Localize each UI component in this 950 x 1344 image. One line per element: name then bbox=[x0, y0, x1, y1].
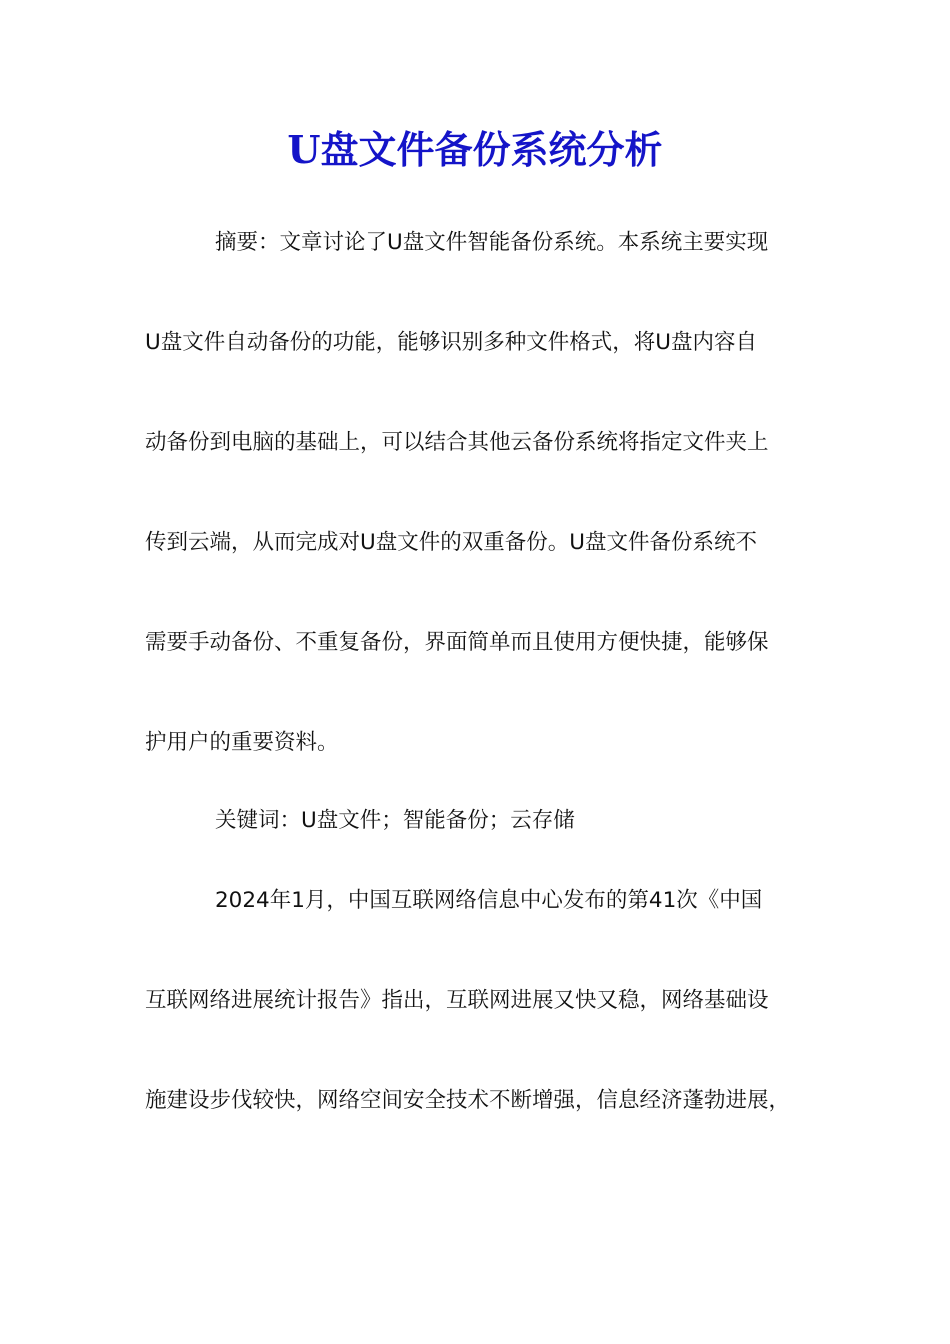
abstract-line-5: 需要手动备份、不重复备份，界面简单而且使用方便快捷，能够保 bbox=[145, 630, 769, 655]
body-line-1: 2024年1月，中国互联网络信息中心发布的第41次《中国 bbox=[215, 888, 763, 913]
document-title: U盘文件备份系统分析 bbox=[287, 127, 663, 172]
body-line-2: 互联网络进展统计报告》指出，互联网进展又快又稳，网络基础设 bbox=[145, 988, 769, 1013]
abstract-line-1: 摘要：文章讨论了U盘文件智能备份系统。本系统主要实现 bbox=[215, 230, 769, 255]
abstract-line-6: 护用户的重要资料。 bbox=[145, 730, 339, 755]
abstract-line-2: U盘文件自动备份的功能，能够识别多种文件格式，将U盘内容自 bbox=[145, 330, 757, 355]
body-line-3: 施建设步伐较快，网络空间安全技术不断增强，信息经济蓬勃进展， bbox=[145, 1088, 791, 1113]
abstract-line-4: 传到云端，从而完成对U盘文件的双重备份。U盘文件备份系统不 bbox=[145, 530, 757, 555]
abstract-line-3: 动备份到电脑的基础上，可以结合其他云备份系统将指定文件夹上 bbox=[145, 430, 769, 455]
keywords-line: 关键词：U盘文件；智能备份；云存储 bbox=[215, 808, 575, 833]
